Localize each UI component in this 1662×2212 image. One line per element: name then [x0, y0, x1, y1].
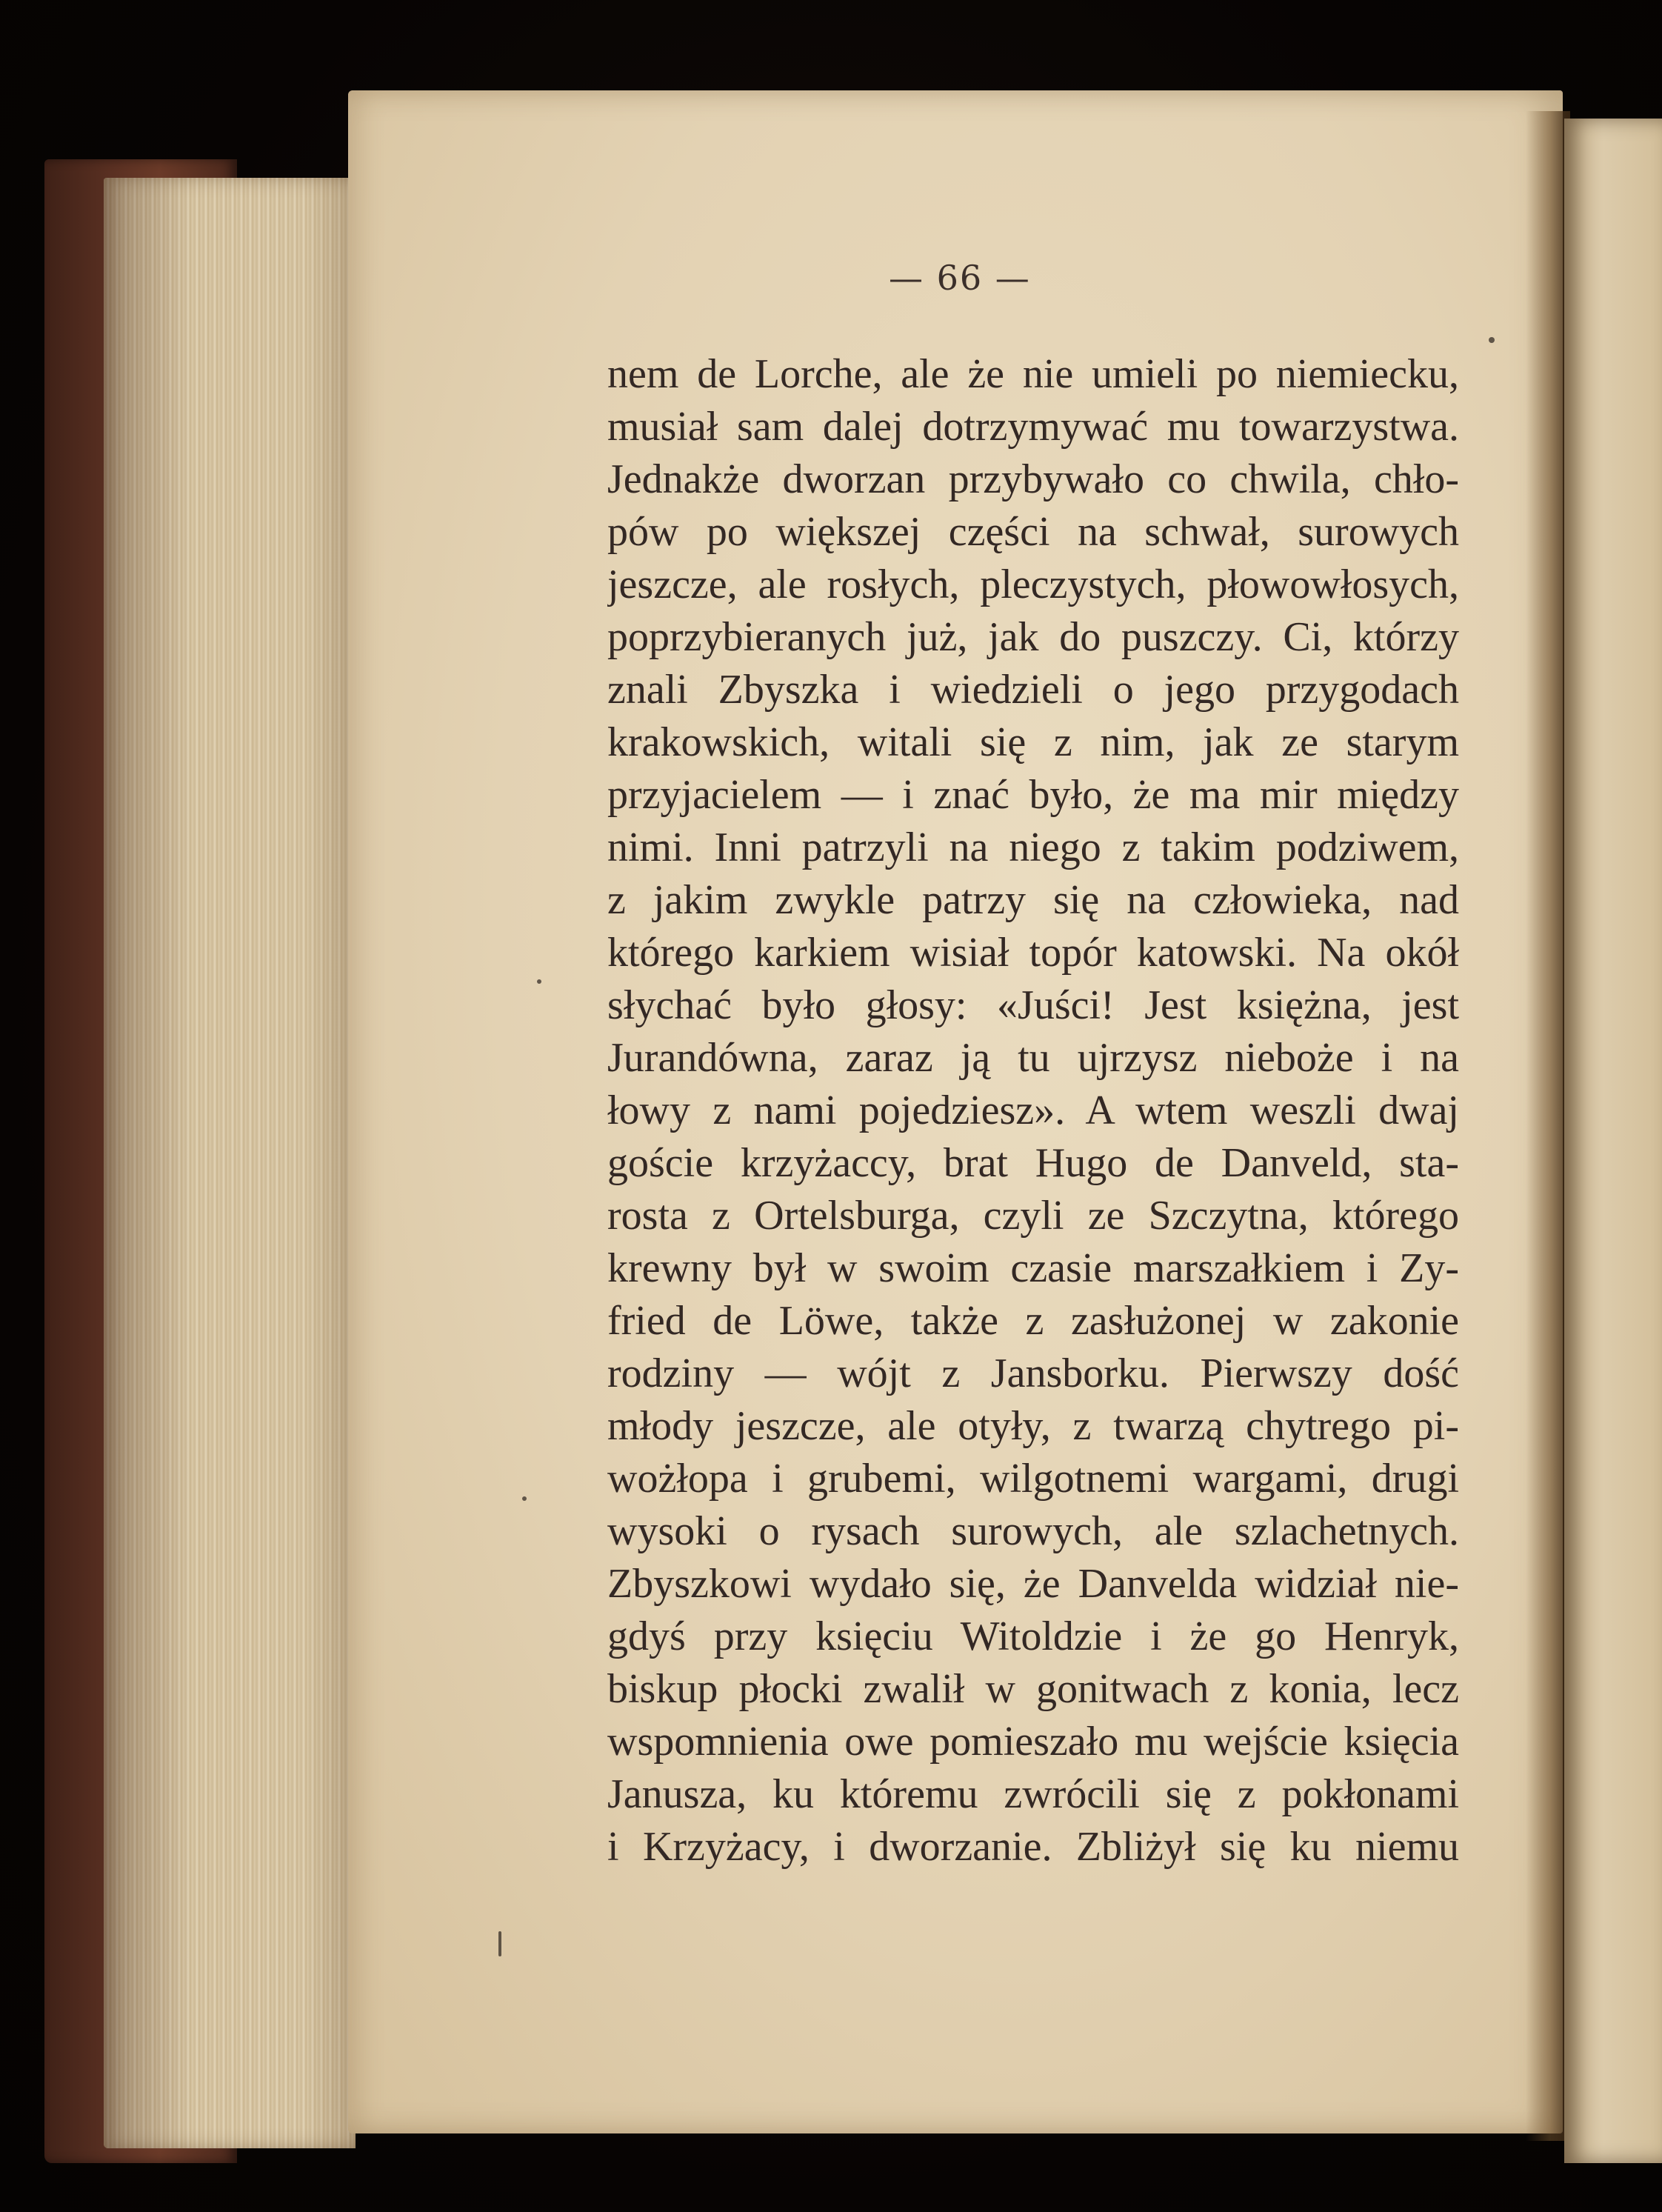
text-line: rodziny — wójt z Jansborku. Pierwszy dość [607, 1350, 1459, 1396]
text-line: goście krzyżaccy, brat Hugo de Danveld, sta- [607, 1140, 1459, 1186]
page-number: — 66 — [889, 258, 1031, 298]
text-line: wysoki o rysach surowych, ale szlachetnych. [607, 1508, 1459, 1554]
ink-speck [498, 1931, 501, 1956]
text-line: musiał sam dalej dotrzymywać mu towarzystwa. [607, 404, 1459, 450]
page-stack-shade [104, 178, 356, 2148]
text-line: i Krzyżacy, i dworzanie. Zbliżył się ku niemu [607, 1824, 1459, 1870]
book-gutter [1526, 111, 1570, 2141]
text-line: nem de Lorche, ale że nie umieli po niemiecku, [607, 351, 1459, 397]
text-line: rosta z Ortelsburga, czyli ze Szczytna, którego [607, 1193, 1459, 1239]
text-line: słychać było głosy: «Juści! Jest księżna, jest [607, 982, 1459, 1028]
ink-speck [522, 1496, 527, 1501]
ink-speck [537, 979, 541, 984]
text-line: Jurandówna, zaraz ją tu ujrzysz nieboże i na [607, 1035, 1459, 1081]
text-line: Jednakże dworzan przybywało co chwila, chło- [607, 456, 1459, 502]
text-line: młody jeszcze, ale otyły, z twarzą chytrego pi- [607, 1403, 1459, 1449]
page-text [607, 348, 1459, 1873]
text-line: fried de Löwe, także z zasłużonej w zakonie [607, 1298, 1459, 1344]
text-line: gdyś przy księciu Witoldzie i że go Henryk, [607, 1613, 1459, 1659]
text-line: wspomnienia owe pomieszało mu wejście księcia [607, 1719, 1459, 1765]
text-line: z jakim zwykle patrzy się na człowieka, nad [607, 877, 1459, 923]
text-line: pów po większej części na schwał, surowych [607, 509, 1459, 555]
ink-speck [1489, 337, 1495, 343]
text-line: nimi. Inni patrzyli na niego z takim podziwem, [607, 824, 1459, 870]
text-line: Janusza, ku któremu zwrócili się z pokłonami [607, 1771, 1459, 1817]
next-page-edge [1564, 119, 1662, 2163]
text-line: którego karkiem wisiał topór katowski. Na okół [607, 930, 1459, 976]
text-line: poprzybieranych już, jak do puszczy. Ci, którzy [607, 614, 1459, 660]
text-line: przyjacielem — i znać było, że ma mir między [607, 772, 1459, 818]
text-line: krewny był w swoim czasie marszałkiem i Zy- [607, 1245, 1459, 1291]
text-line: wożłopa i grubemi, wilgotnemi wargami, drugi [607, 1456, 1459, 1502]
text-line: biskup płocki zwalił w gonitwach z konia, lecz [607, 1666, 1459, 1712]
text-line: krakowskich, witali się z nim, jak ze starym [607, 719, 1459, 765]
text-line: jeszcze, ale rosłych, pleczystych, płowowłosych, [607, 562, 1459, 607]
text-line: znali Zbyszka i wiedzieli o jego przygodach [607, 667, 1459, 713]
text-line: łowy z nami pojedziesz». A wtem weszli dwaj [607, 1087, 1459, 1133]
text-line: Zbyszkowi wydało się, że Danvelda widział nie- [607, 1561, 1459, 1607]
